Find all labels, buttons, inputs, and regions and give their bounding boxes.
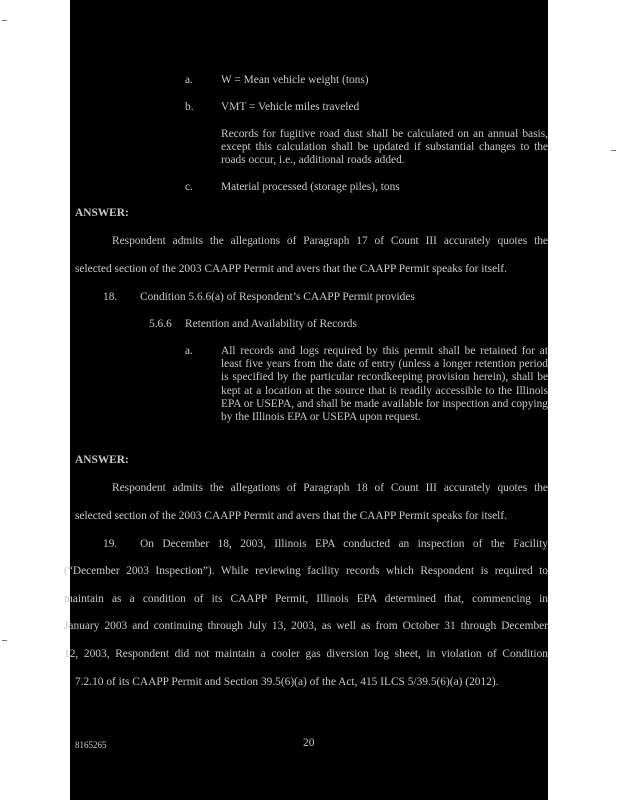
paragraph-text-line: 12, 2003, Respondent did not maintain a cooler gas diversion log sheet, in violation of Condition: [64, 648, 548, 660]
answer-text-line: selected section of the 2003 CAAPP Permit and avers that the CAAPP Permit speaks for itself.: [75, 263, 507, 275]
paragraph-text-line: January 2003 and continuing through July 13, 2003, as well as from October 31 through December: [64, 620, 548, 632]
page-number: 20: [303, 737, 315, 749]
section-number: 5.6.6: [149, 318, 172, 330]
item-c-label: c.: [185, 181, 193, 193]
records-paragraph: Records for fugitive road dust shall be calculated on an annual basis, except this calculation shall be updated if substantial changes to the roads occur, i.e., additional roads added.: [221, 128, 548, 167]
paragraph-text-line: (“December 2003 Inspection”). While reviewing facility records which Respondent is required to: [64, 565, 548, 577]
item-a-text: W = Mean vehicle weight (tons): [221, 74, 369, 86]
footer-doc-id: 8165265: [75, 740, 107, 750]
retention-paragraph: All records and logs required by this permit shall be retained for at least five years from the date of entry (unless a longer retention period is specified by the particular recordkeeping provision herein), shall be kept at a location at the source that is readily accessible to the Illinois EPA or USEPA, and shall be made available for inspection and copying by the Illinois EPA or USEPA upon request.: [221, 345, 548, 424]
paragraph-number: 18.: [103, 291, 118, 303]
paragraph-text-line: 7.2.10 of its CAAPP Permit and Section 39.5(6)(a) of the Act, 415 ILCS 5/39.5(6)(a) (2012).: [75, 676, 499, 688]
answer-heading: ANSWER:: [75, 454, 129, 466]
answer-heading: ANSWER:: [75, 207, 129, 219]
item-b-text: VMT = Vehicle miles traveled: [221, 101, 360, 113]
answer-text-line: Respondent admits the allegations of Paragraph 17 of Count III accurately quotes the: [112, 235, 548, 247]
answer-text-line: Respondent admits the allegations of Paragraph 18 of Count III accurately quotes the: [112, 482, 548, 494]
edge-mark: [611, 150, 616, 151]
answer-text-line: selected section of the 2003 CAAPP Permit and avers that the CAAPP Permit speaks for itself.: [75, 510, 507, 522]
paragraph-number: 19.: [103, 538, 118, 550]
item-c-text: Material processed (storage piles), tons: [221, 181, 400, 193]
item-label: a.: [185, 345, 193, 357]
edge-mark: [2, 640, 7, 641]
item-a-label: a.: [185, 74, 193, 86]
paragraph-text-line: maintain as a condition of its CAAPP Permit, Illinois EPA determined that, commencing in: [64, 593, 548, 605]
paragraph-text-line: On December 18, 2003, Illinois EPA conducted an inspection of the Facility: [140, 538, 548, 550]
section-title: Retention and Availability of Records: [185, 318, 357, 330]
item-b-label: b.: [185, 101, 194, 113]
edge-mark: [2, 20, 7, 21]
paragraph-text: Condition 5.6.6(a) of Respondent’s CAAPP Permit provides: [140, 291, 415, 303]
